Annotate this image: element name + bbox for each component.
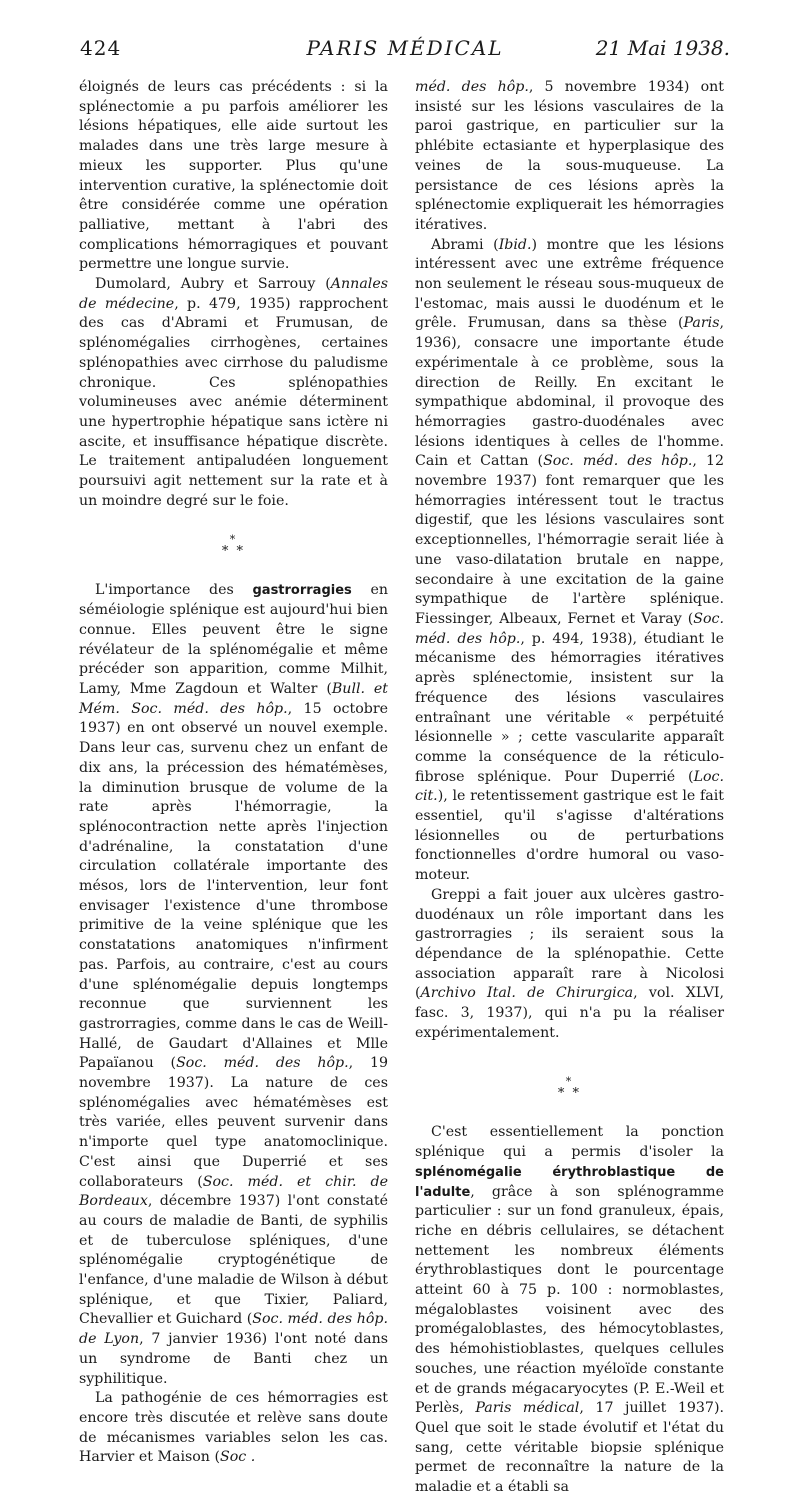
page-number: 424 <box>80 36 122 60</box>
paragraph: éloignés de leurs cas précédents : si la splénectomie a pu parfois améliorer les lésions hépatiques, elle aide surtout les malades dans une très large mesure à mieux les supporter. Plus qu'une intervention curative, la splénectomie doit être considérée comme une opération palliative, mettant à l'abri des complications hémorragiques et pouvant permettre une longue survie. <box>79 79 388 273</box>
paragraph: La pathogénie de ces hémorragies est encore très discutée et relève sans doute de mécanismes variables selon les cas. Harvier et Maison (Soc . <box>79 1390 388 1466</box>
paragraph: Abrami (Ibid.) montre que les lésions intéressent avec une extrême fréquence non seulement le réseau sous-muqueux de l'estomac, mais aussi le duodénum et le grêle. Frumusan, dans sa thèse (Paris, 1936), consacre une importante étude expérimentale à ce problème, sous la direction de Reilly. En excitant le sympathique abdominal, il provoque des hémorragies gastro-duodénales avec lésions identiques à celles de l'homme. Cain et Cattan (Soc. méd. des hôp., 12 novembre 1937) font remarquer que les hémorragies intéressent tout le tractus digestif, que les lésions vasculaires sont exceptionnelles, l'hémorragie serait liée à une vaso-dilatation brutale en nappe, secondaire à une excitation de la gaine sympathique de l'artère splénique. Fiessinger, Albeaux, Fernet et Varay (Soc. méd. des hôp., p. 494, 1938), étudiant le mécanisme des hémorragies itératives après splénectomie, insistent sur la fréquence des lésions vasculaires entraînant une véritable « perpétuité lésionnelle » ; cette vascularite apparaît comme la conséquence de la réticulo-fibrose splénique. Pour Duperrié (Loc. cit.), le retentissement gastrique est le fait essentiel, qu'il s'agisse d'altérations lésionnelles ou de perturbations fonctionnelles d'ordre humoral ou vaso-moteur. <box>415 236 725 884</box>
paragraph: C'est essentiellement la ponction splénique qui a permis d'isoler la splénomégalie érythroblastique de l'adulte, grâce à son splénogramme particulier : sur un fond granuleux, épais, riche en débris cellulaires, se détachent nettement les nombreux éléments érythroblastiques dont le pourcentage atteint 60 à 75 p. 100 : normoblastes, mégaloblastes voisinent avec des promégaloblastes, des hémocytoblastes, des hémohistioblastes, quelques cellules souches, une réaction myéloïde constante et de grands mégacaryocytes (P. E.-Weil et Perlès, Paris médical, 17 juillet 1937). Quel que soit le stade évolutif et l'état du sang, cette véritable biopsie splénique permet de reconnaître la nature de la maladie et a établi sa <box>415 1124 725 1496</box>
running-title: PARIS MÉDICAL <box>306 36 504 60</box>
paragraph: Greppi a fait jouer aux ulcères gastro-duodénaux un rôle important dans les gastrorragies ; ils seraient sous la dépendance de la splénopathie. Cette association apparaît rare à Nicolosi (Archivo Ital. de Chirurgica, vol. XLVI, fasc. 3, 1937), qui n'a pu la réaliser expérimentalement. <box>415 886 724 1041</box>
section-separator: * * * <box>221 533 246 560</box>
right-column <box>415 78 724 1498</box>
left-column <box>79 78 388 1468</box>
page-header <box>80 36 730 66</box>
paragraph: méd. des hôp., 5 novembre 1934) ont insisté sur les lésions vasculaires de la paroi gastrique, en particulier sur la phlébite ectasiante et hyperplasique des veines de la sous-muqueuse. La persistance de ces lésions après la splénectomie expliquerait les hémorragies itératives. <box>415 79 724 233</box>
paragraph: Dumolard, Aubry et Sarrouy (Annales de médecine, p. 479, 1935) rapprochent des cas d'Abrami et Frumusan, de splénomégalies cirrhogènes, certaines splénopathies avec cirrhose du paludisme chronique. Ces splénopathies volumineuses avec anémie déterminent une hypertrophie hépatique sans ictère ni ascite, et insuffisance hépatique discrète. Le traitement antipaludéen longuement poursuivi agit nettement sur la rate et à un moindre degré sur le foie. <box>79 276 388 509</box>
paragraph: L'importance des gastrorragies en séméiologie splénique est aujourd'hui bien connue. Elles peuvent être le signe révélateur de la splénomégalie et même précéder son apparition, comme Milhit, Lamy, Mme Zagdoun et Walter (Bull. et Mém. Soc. méd. des hôp., 15 octobre 1937) en ont observé un nouvel exemple. Dans leur cas, survenu chez un enfant de dix ans, la précession des hématémèses, la diminution brusque de volume de la rate après l'hémorragie, la splénocontraction nette après l'injection d'adrénaline, la constatation d'une circulation collatérale importante des mésos, lors de l'intervention, leur font envisager l'existence d'une thrombose primitive de la veine splénique que les constatations anatomiques n'infirment pas. Parfois, au contraire, c'est au cours d'une splénomégalie depuis longtemps reconnue que surviennent les gastrorragies, comme dans le cas de Weill-Hallé, de Gaudart d'Allaines et Mlle Papaïanou (Soc. méd. des hôp., 19 novembre 1937). La nature de ces splénomégalies avec hématémèses est très variée, elles peuvent survenir dans n'importe quel type anatomoclinique. C'est ainsi que Duperrié et ses collaborateurs (Soc. méd. et chir. de Bordeaux, décembre 1937) l'ont constaté au cours de maladie de Banti, de syphilis et de tuberculose spléniques, d'une splénomégalie cryptogénétique de l'enfance, d'une maladie de Wilson à début splénique, et que Tixier, Paliard, Chevallier et Guichard (Soc. méd. des hôp. de Lyon, 7 janvier 1936) l'ont noté dans un syndrome de Banti chez un syphilitique. <box>79 582 389 1387</box>
issue-date: 21 Mai 1938. <box>595 36 730 60</box>
section-separator: * * * <box>557 1075 582 1102</box>
